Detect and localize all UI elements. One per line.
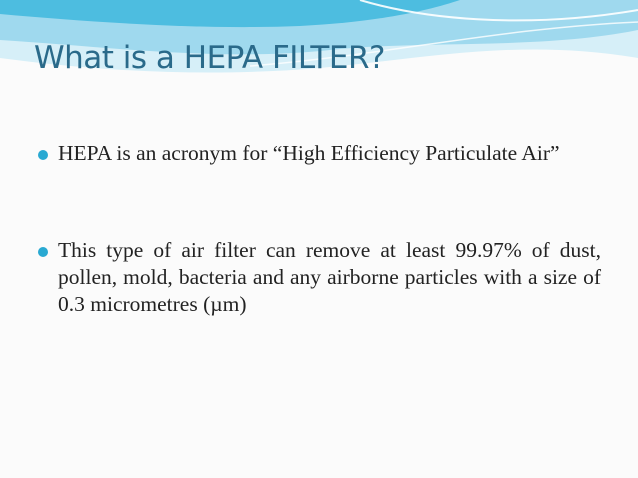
bullet-marker-icon bbox=[38, 247, 48, 257]
bullet-text: HEPA is an acronym for “High Efficiency Particulate Air” bbox=[58, 141, 560, 165]
bullet-item bbox=[38, 140, 601, 167]
bullet-text: This type of air filter can remove at least 99.97% of dust, pollen, mold, bacteria and any airborne particles with a size of 0.3 micrometres (µm) bbox=[58, 238, 601, 316]
bullet-item bbox=[38, 237, 601, 318]
bullet-marker-icon bbox=[38, 150, 48, 160]
bullet-list bbox=[38, 140, 601, 318]
slide-title: What is a HEPA FILTER? bbox=[34, 40, 385, 76]
